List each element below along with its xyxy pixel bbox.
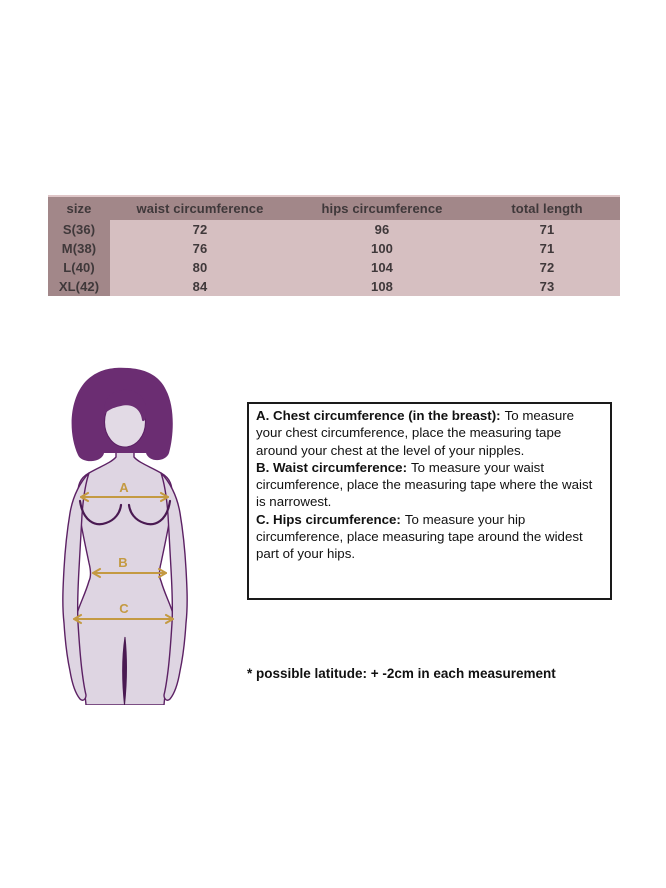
instruction-section-hips (256, 511, 603, 563)
value-cell: 108 (290, 277, 474, 296)
value-cell: 84 (110, 277, 290, 296)
chest-label: A (119, 480, 129, 495)
value-cell: 96 (290, 220, 474, 239)
instruction-section-chest (256, 407, 603, 459)
size-cell: S(36) (48, 220, 110, 239)
measurement-instructions-box (247, 402, 612, 600)
instruction-text: To measure your hip circumference, place measuring tape around the widest part of your hips. (256, 511, 583, 562)
size-cell: L(40) (48, 258, 110, 277)
instruction-text: To measure your waist circumference, place the measuring tape where the waist is narrowest. (256, 459, 593, 510)
value-cell: 72 (110, 220, 290, 239)
value-cell: 100 (290, 239, 474, 258)
value-cell: 71 (474, 220, 620, 239)
value-cell: 72 (474, 258, 620, 277)
female-body-diagram (53, 365, 233, 705)
crotch-line (123, 637, 127, 705)
value-cell: 80 (110, 258, 290, 277)
column-header-hips: hips circumference (290, 197, 474, 220)
tolerance-note: * possible latitude: + -2cm in each measurement (247, 666, 556, 681)
instruction-label: C. Hips circumference: (256, 511, 401, 527)
value-cell: 76 (110, 239, 290, 258)
value-cell: 104 (290, 258, 474, 277)
measurement-figure (53, 365, 233, 705)
size-table (48, 195, 620, 296)
size-cell: XL(42) (48, 277, 110, 296)
column-header-waist: waist circumference (110, 197, 290, 220)
size-cell: M(38) (48, 239, 110, 258)
hips-label: C (119, 601, 129, 616)
instruction-label: A. Chest circumference (in the breast): (256, 408, 501, 423)
instruction-section-waist (256, 459, 603, 511)
instruction-text: To measure your chest circumference, place the measuring tape around your chest at the level of your nipples. (256, 408, 575, 458)
value-cell: 73 (474, 277, 620, 296)
waist-label: B (118, 555, 128, 570)
column-header-length: total length (474, 197, 620, 220)
value-cell: 71 (474, 239, 620, 258)
instruction-label: B. Waist circumference: (256, 459, 407, 475)
column-header-size: size (48, 197, 110, 220)
